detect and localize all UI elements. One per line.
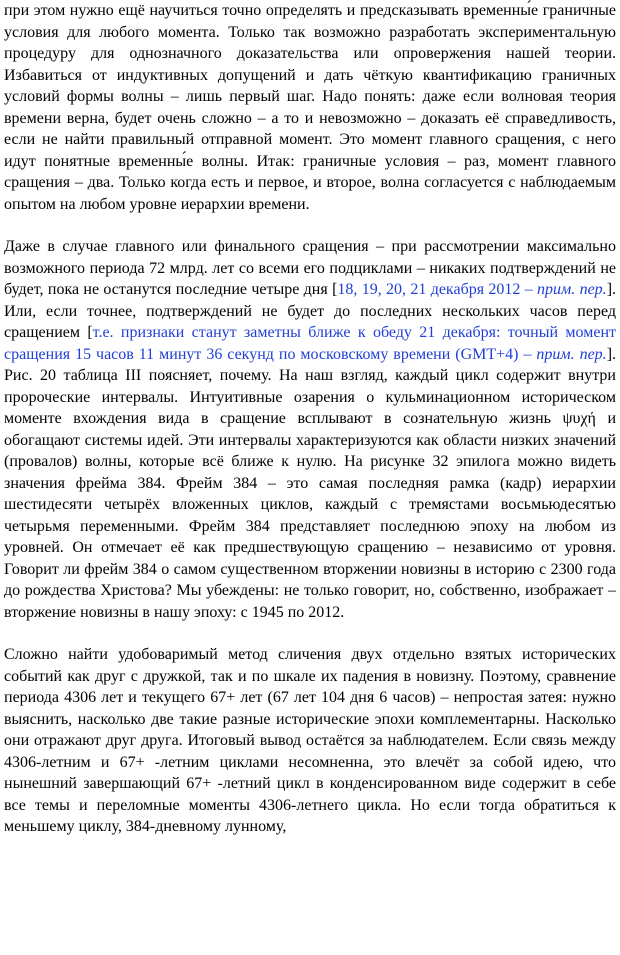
paragraph-2-text-b: ]. Или, если точнее, подтверждений не будет до последних нескольких часов перед сращением [ bbox=[4, 281, 617, 341]
translator-note-abbr-1: прим. пер. bbox=[537, 281, 607, 298]
paragraph-2-text-c: ]. Рис. 20 таблица III поясняет, почему. На наш взгляд, каждый цикл содержит внутри пророческие интервалы. Интуитивные озарения о кульминационном историческом моменте вхождения вида в сращение всплывают в сознательную жизнь ψυχή и обогащают системы идей. Эти интервалы характеризуются как области низких значений (провалов) волны, которые всё ближе к нулю. На рисунке 32 эпилога можно видеть значения фрейма 384. Фрейм 384 – это самая последняя рамка (кадр) иерархии шестидесяти четырёх вложенных циклов, каждый с тремястами восьмьюдесятью четырьмя переменными. Фрейм 384 представляет последнюю эпоху на любом из уровней. Он отмечает её как предшествующую сращению – независимо от уровня. Говорит ли фрейм 384 о самом существенном вторжении новизны в историю с 2300 года до рождества Христова? Мы убеждены: не только говорит, но, собственно, изображает – вторжение новизны в нашу эпоху: с 1945 по 2012. bbox=[4, 345, 617, 621]
paragraph-3-text: Сложно найти удобоваримый метод сличения двух отдельно взятых исторических событий как друг с дружкой, так и по шкале их падения в новизну. Поэтому, сравнение периода 4306 лет и текущего 67+ лет (67 лет 104 дня 6 часов) – непростая затея: нужно выяснить, насколько две такие разные исторические эпохи комплементарны. Насколько они отражают друг друга. Итоговый вывод остаётся за наблюдателем. Если связь между 4306-летним и 67+ -летним циклами несомненна, это влечёт за собой идею, что нынешний завершающий 67+ -летний цикл в конденсированном виде содержит в себе все темы и переломные моменты 4306-летнего цикла. Но если тогда обратиться к меньшему циклу, 384-дневному лунному, bbox=[4, 646, 616, 835]
paragraph-2-text-a: Даже в случае главного или финального сращения – при рассмотрении максимально возможного периода 72 млрд. лет со всеми его подциклами – никаких подтверждений не будет, пока не останутся последние четыре дня bbox=[4, 238, 616, 298]
translator-note-dates: 18, 19, 20, 21 декабря 2012 – bbox=[337, 281, 538, 298]
translator-note-abbr-2: прим. пер. bbox=[536, 345, 607, 363]
bracket-open-1: [ bbox=[332, 281, 338, 298]
translator-note-time: т.е. признаки станут заметны ближе к обеду 21 декабря: точный момент сращения 15 часов 11 минут 36 секунд по московскому времени (GMT+4) – bbox=[4, 324, 616, 363]
paragraph-1-text: при этом нужно ещё научиться точно определять и предсказывать временны́е граничные условия для любого момента. Только так возможно разработать экспериментальную процедуру для однозначного доказательства или опровержения нашей теории. Избавиться от индуктивных допущений и дать чёткую квантификацию граничных условий формы волны – лишь первый шаг. Надо понять: даже если волновая теория времени верна, будет очень сложно – а то и невозможно – доказать её справедливость, если не найти правильный отправной момент. Это момент главного сращения, с него идут понятные временны́е волны. Итак: граничные условия – раз, момент главного сращения – два. Только когда есть и первое, и второе, волна согласуется с наблюдаемым опытом на любом уровне иерархии времени. bbox=[4, 2, 616, 213]
paragraph-2 bbox=[4, 236, 616, 623]
paragraph-1 bbox=[4, 0, 616, 215]
paragraph-3 bbox=[4, 644, 616, 838]
